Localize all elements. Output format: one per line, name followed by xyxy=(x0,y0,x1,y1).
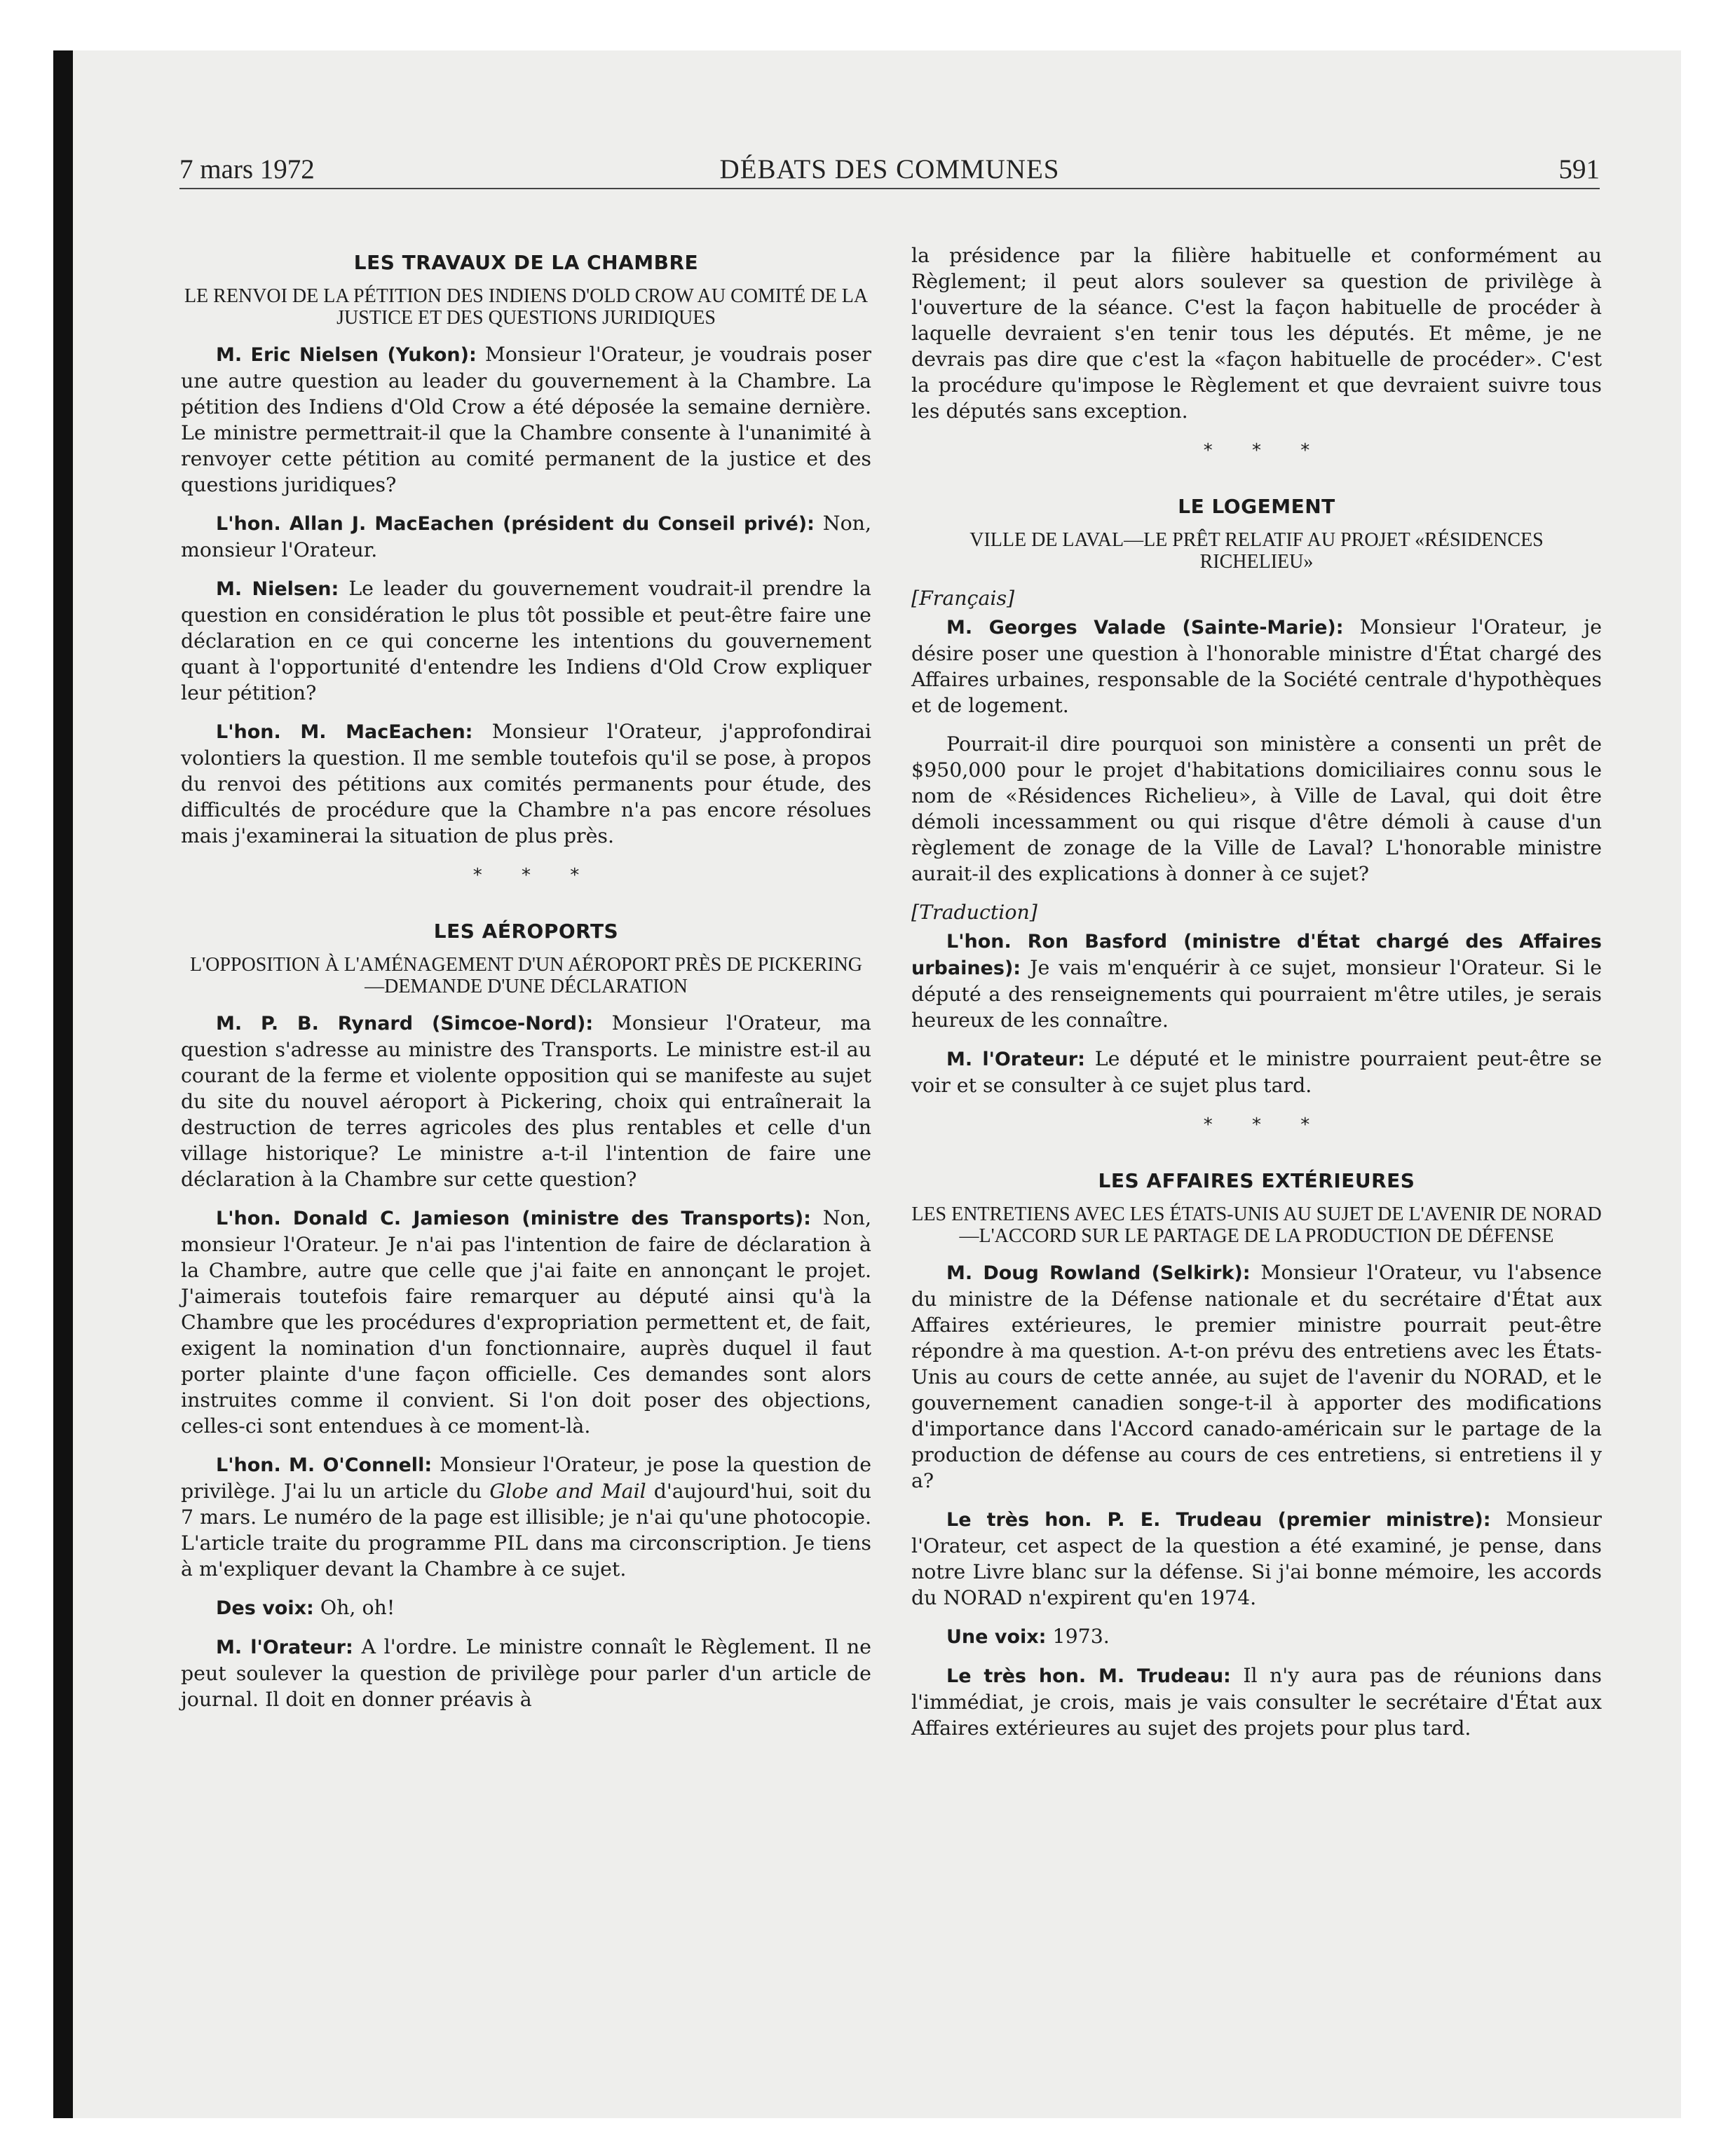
speaker-name: Une voix: xyxy=(946,1626,1047,1648)
speaker-name: L'hon. Allan J. MacEachen (président du Conseil privé): xyxy=(216,513,815,535)
speaker-name: L'hon. Ron Basford (ministre d'État chargé des Affaires urbaines): xyxy=(911,931,1602,979)
paragraph xyxy=(911,614,1602,718)
speech-text: Monsieur l'Orateur, ma question s'adresse au ministre des Transports. Le ministre est-il au courant de la ferme et violente opposition qui se manifeste au sujet du site du nouvel aéroport à Pickering, choix qui entraînerait la destruction de terres agricoles des plus rentables et celle d'un village historique? Le ministre a-t-il l'intention de faire une déclaration à la Chambre sur cette question? xyxy=(181,1011,871,1191)
header-publication: DÉBATS DES COMMUNES xyxy=(719,154,1060,184)
speaker-name: L'hon. M. O'Connell: xyxy=(216,1454,433,1476)
speaker-name: L'hon. Donald C. Jamieson (ministre des Transports): xyxy=(216,1208,811,1229)
paragraph xyxy=(181,1452,871,1582)
language-marker: [Français] xyxy=(911,587,1015,610)
speaker-name: Le très hon. M. Trudeau: xyxy=(946,1665,1231,1687)
paragraph: Pourrait-il dire pourquoi son ministère a consenti un prêt de $950,000 pour le projet d'habitations domiciliaires connu sous le nom de «Résidences Richelieu», à Ville de Laval, qui doit être démoli incessamment ou qui risque d'être démoli à cause d'un règlement de zonage de la Ville de Laval? L'honorable ministre aurait-il des explications à donner à ce sujet? xyxy=(911,732,1602,885)
speech-text: Non, monsieur l'Orateur. xyxy=(181,512,871,561)
speech-text: Monsieur l'Orateur, je pose la question de privilège. J'ai lu un article du xyxy=(181,1453,871,1503)
speech-text: Oh, oh! xyxy=(313,1596,395,1619)
subtitle-pickering: L'OPPOSITION À L'AMÉNAGEMENT D'UN AÉROPORT PRÈS DE PICKERING—DEMANDE D'UNE DÉCLARATION xyxy=(189,954,863,997)
paragraph xyxy=(911,1663,1602,1741)
speech-text: Monsieur l'Orateur, je désire poser une question à l'honorable ministre d'État chargé des Affaires urbaines, responsable de la Société centrale d'hypothèques et de logement. xyxy=(911,615,1603,717)
paragraph-continued: la présidence par la filière habituelle et conformément au Règlement; il peut alors soulever sa question de privilège à l'ouverture de la séance. C'est la façon habituelle de procéder à laquelle devraient s'en tenir tous les députés. Et même, je ne devrais pas dire que c'est la «façon habituelle de procéder». C'est la procédure qu'impose le Règlement et que devraient suivre tous les députés sans exception. xyxy=(911,244,1602,423)
speech-text: Non, monsieur l'Orateur. Je n'ai pas l'intention de faire de déclaration à la Chambre, autre que celle que j'ai faite en annonçant le projet. J'aimerais toutefois faire remarquer au député ainsi qu'à la Chambre que les procédures d'expropriation permettent et, de fait, exigent la nomination d'un fonctionnaire, auprès duquel il faut porter plainte d'une façon officielle. Ces demandes sont alors instruites comme il convient. Si l'on doit poser des objections, celles-ci sont entendues à ce moment-là. xyxy=(181,1206,871,1438)
paragraph xyxy=(181,575,871,706)
left-column xyxy=(181,243,871,1725)
speech-text: A l'ordre. Le ministre connaît le Règlement. Il ne peut soulever la question de privilège pour parler d'un article de journal. Il doit en donner préavis à xyxy=(181,1635,871,1711)
paragraph xyxy=(181,341,871,498)
speech-text: Monsieur l'Orateur, vu l'absence du ministre de la Défense nationale et du secrétaire d'État aux Affaires extérieures, le premier ministre pourrait peut-être répondre à ma question. A-t-on prévu des entretiens avec les États-Unis au cours de cette année, au sujet de l'avenir du NORAD, et le gouvernement canadien songe-t-il à apporter des modifications d'importance dans l'Accord canado-américain sur le partage de la production de défense au cours de ces entretiens, si entretiens il y a? xyxy=(911,1261,1602,1492)
section-separator: * * * xyxy=(1203,1114,1327,1135)
header-date: 7 mars 1972 xyxy=(179,154,315,184)
section-title-travaux: LES TRAVAUX DE LA CHAMBRE xyxy=(353,251,699,274)
paragraph xyxy=(911,1506,1602,1611)
language-marker: [Traduction] xyxy=(911,901,1037,924)
speaker-name: M. Nielsen: xyxy=(216,578,339,600)
page-header xyxy=(179,153,1600,189)
speech-text: Le leader du gouvernement voudrait-il prendre la question en considération le plus tôt possible et peut-être faire une déclaration en ce qui concerne les intentions du gouvernement quant à l'opportunité d'entendre les Indiens d'Old Crow expliquer leur pétition? xyxy=(181,577,871,704)
speech-text: d'aujourd'hui, soit du 7 mars. Le numéro de la page est illisible; je n'ai qu'une photocopie. L'article traite du programme PIL dans ma circonscription. Je tiens à m'expliquer devant la Chambre à ce sujet. xyxy=(181,1480,872,1581)
subtitle-norad: LES ENTRETIENS AVEC LES ÉTATS-UNIS AU SUJET DE L'AVENIR DE NORAD—L'ACCORD SUR LE PARTAGE DE LA PRODUCTION DE DÉFENSE xyxy=(911,1203,1602,1247)
speech-text: Monsieur l'Orateur, je voudrais poser une autre question au leader du gouvernement à la Chambre. La pétition des Indiens d'Old Crow a été déposée la semaine dernière. Le ministre permettrait-il que la Chambre consente à l'unanimité à renvoyer cette pétition au comité permanent de la justice et des questions juridiques? xyxy=(181,343,871,496)
speaker-name: M. l'Orateur: xyxy=(946,1049,1085,1070)
subtitle-laval: VILLE DE LAVAL—LE PRÊT RELATIF AU PROJET «RÉSIDENCES RICHELIEU» xyxy=(969,529,1544,573)
speaker-name: M. P. B. Rynard (Simcoe-Nord): xyxy=(216,1013,594,1035)
speaker-name: M. Doug Rowland (Selkirk): xyxy=(946,1262,1251,1284)
speaker-name: M. Eric Nielsen (Yukon): xyxy=(216,344,477,366)
paragraph xyxy=(911,928,1602,1033)
binding-edge xyxy=(53,50,73,2118)
speech-text: Je vais m'enquérir à ce sujet, monsieur l'Orateur. Si le député a des renseignements qui pourraient m'être utiles, je serais heureux de les connaître. xyxy=(911,956,1602,1032)
speaker-name: Des voix: xyxy=(216,1597,314,1619)
right-column xyxy=(911,243,1602,1754)
paragraph xyxy=(181,510,871,563)
speaker-name: M. l'Orateur: xyxy=(216,1637,353,1658)
speaker-name: Le très hon. P. E. Trudeau (premier ministre): xyxy=(946,1509,1491,1531)
section-separator: * * * xyxy=(1203,440,1327,461)
speech-text: Monsieur l'Orateur, j'approfondirai volontiers la question. Il me semble toutefois qu'il se pose, à propos du renvoi des pétitions aux comités permanents pour étude, des difficultés de procédure que la Chambre n'a pas encore résolues mais j'examinerai la situation de plus près. xyxy=(181,720,871,847)
section-title-aeroports: LES AÉROPORTS xyxy=(433,920,619,943)
header-page-number: 591 xyxy=(1558,154,1600,184)
section-title-affaires-exterieures: LES AFFAIRES EXTÉRIEURES xyxy=(1098,1169,1415,1192)
paragraph xyxy=(911,1260,1602,1494)
subtitle-old-crow: LE RENVOI DE LA PÉTITION DES INDIENS D'OLD CROW AU COMITÉ DE LA JUSTICE ET DES QUESTIONS JURIDIQUES xyxy=(184,285,869,329)
paragraph xyxy=(911,1623,1602,1650)
newspaper-title: Globe and Mail xyxy=(489,1480,646,1503)
paragraph xyxy=(181,1595,871,1621)
paragraph xyxy=(181,1634,871,1712)
speech-text: 1973. xyxy=(1046,1625,1110,1648)
speaker-name: L'hon. M. MacEachen: xyxy=(216,721,473,743)
speech-text: Il n'y aura pas de réunions dans l'immédiat, je crois, mais je vais consulter le secrétaire d'État aux Affaires extérieures au sujet des projets pour plus tard. xyxy=(911,1664,1602,1740)
paragraph xyxy=(181,718,871,849)
section-separator: * * * xyxy=(472,865,597,886)
section-title-logement: LE LOGEMENT xyxy=(1178,495,1335,518)
paragraph xyxy=(181,1010,871,1192)
speech-text: Monsieur l'Orateur, cet aspect de la question a été examiné, je pense, dans notre Livre blanc sur la défense. Si j'ai bonne mémoire, les accords du NORAD n'expirent qu'en 1974. xyxy=(911,1508,1602,1609)
paragraph xyxy=(181,1205,871,1439)
speech-text: Le député et le ministre pourraient peut-être se voir et se consulter à ce sujet plus tard. xyxy=(911,1047,1602,1097)
paragraph xyxy=(911,1046,1602,1098)
speaker-name: M. Georges Valade (Sainte-Marie): xyxy=(946,617,1344,639)
